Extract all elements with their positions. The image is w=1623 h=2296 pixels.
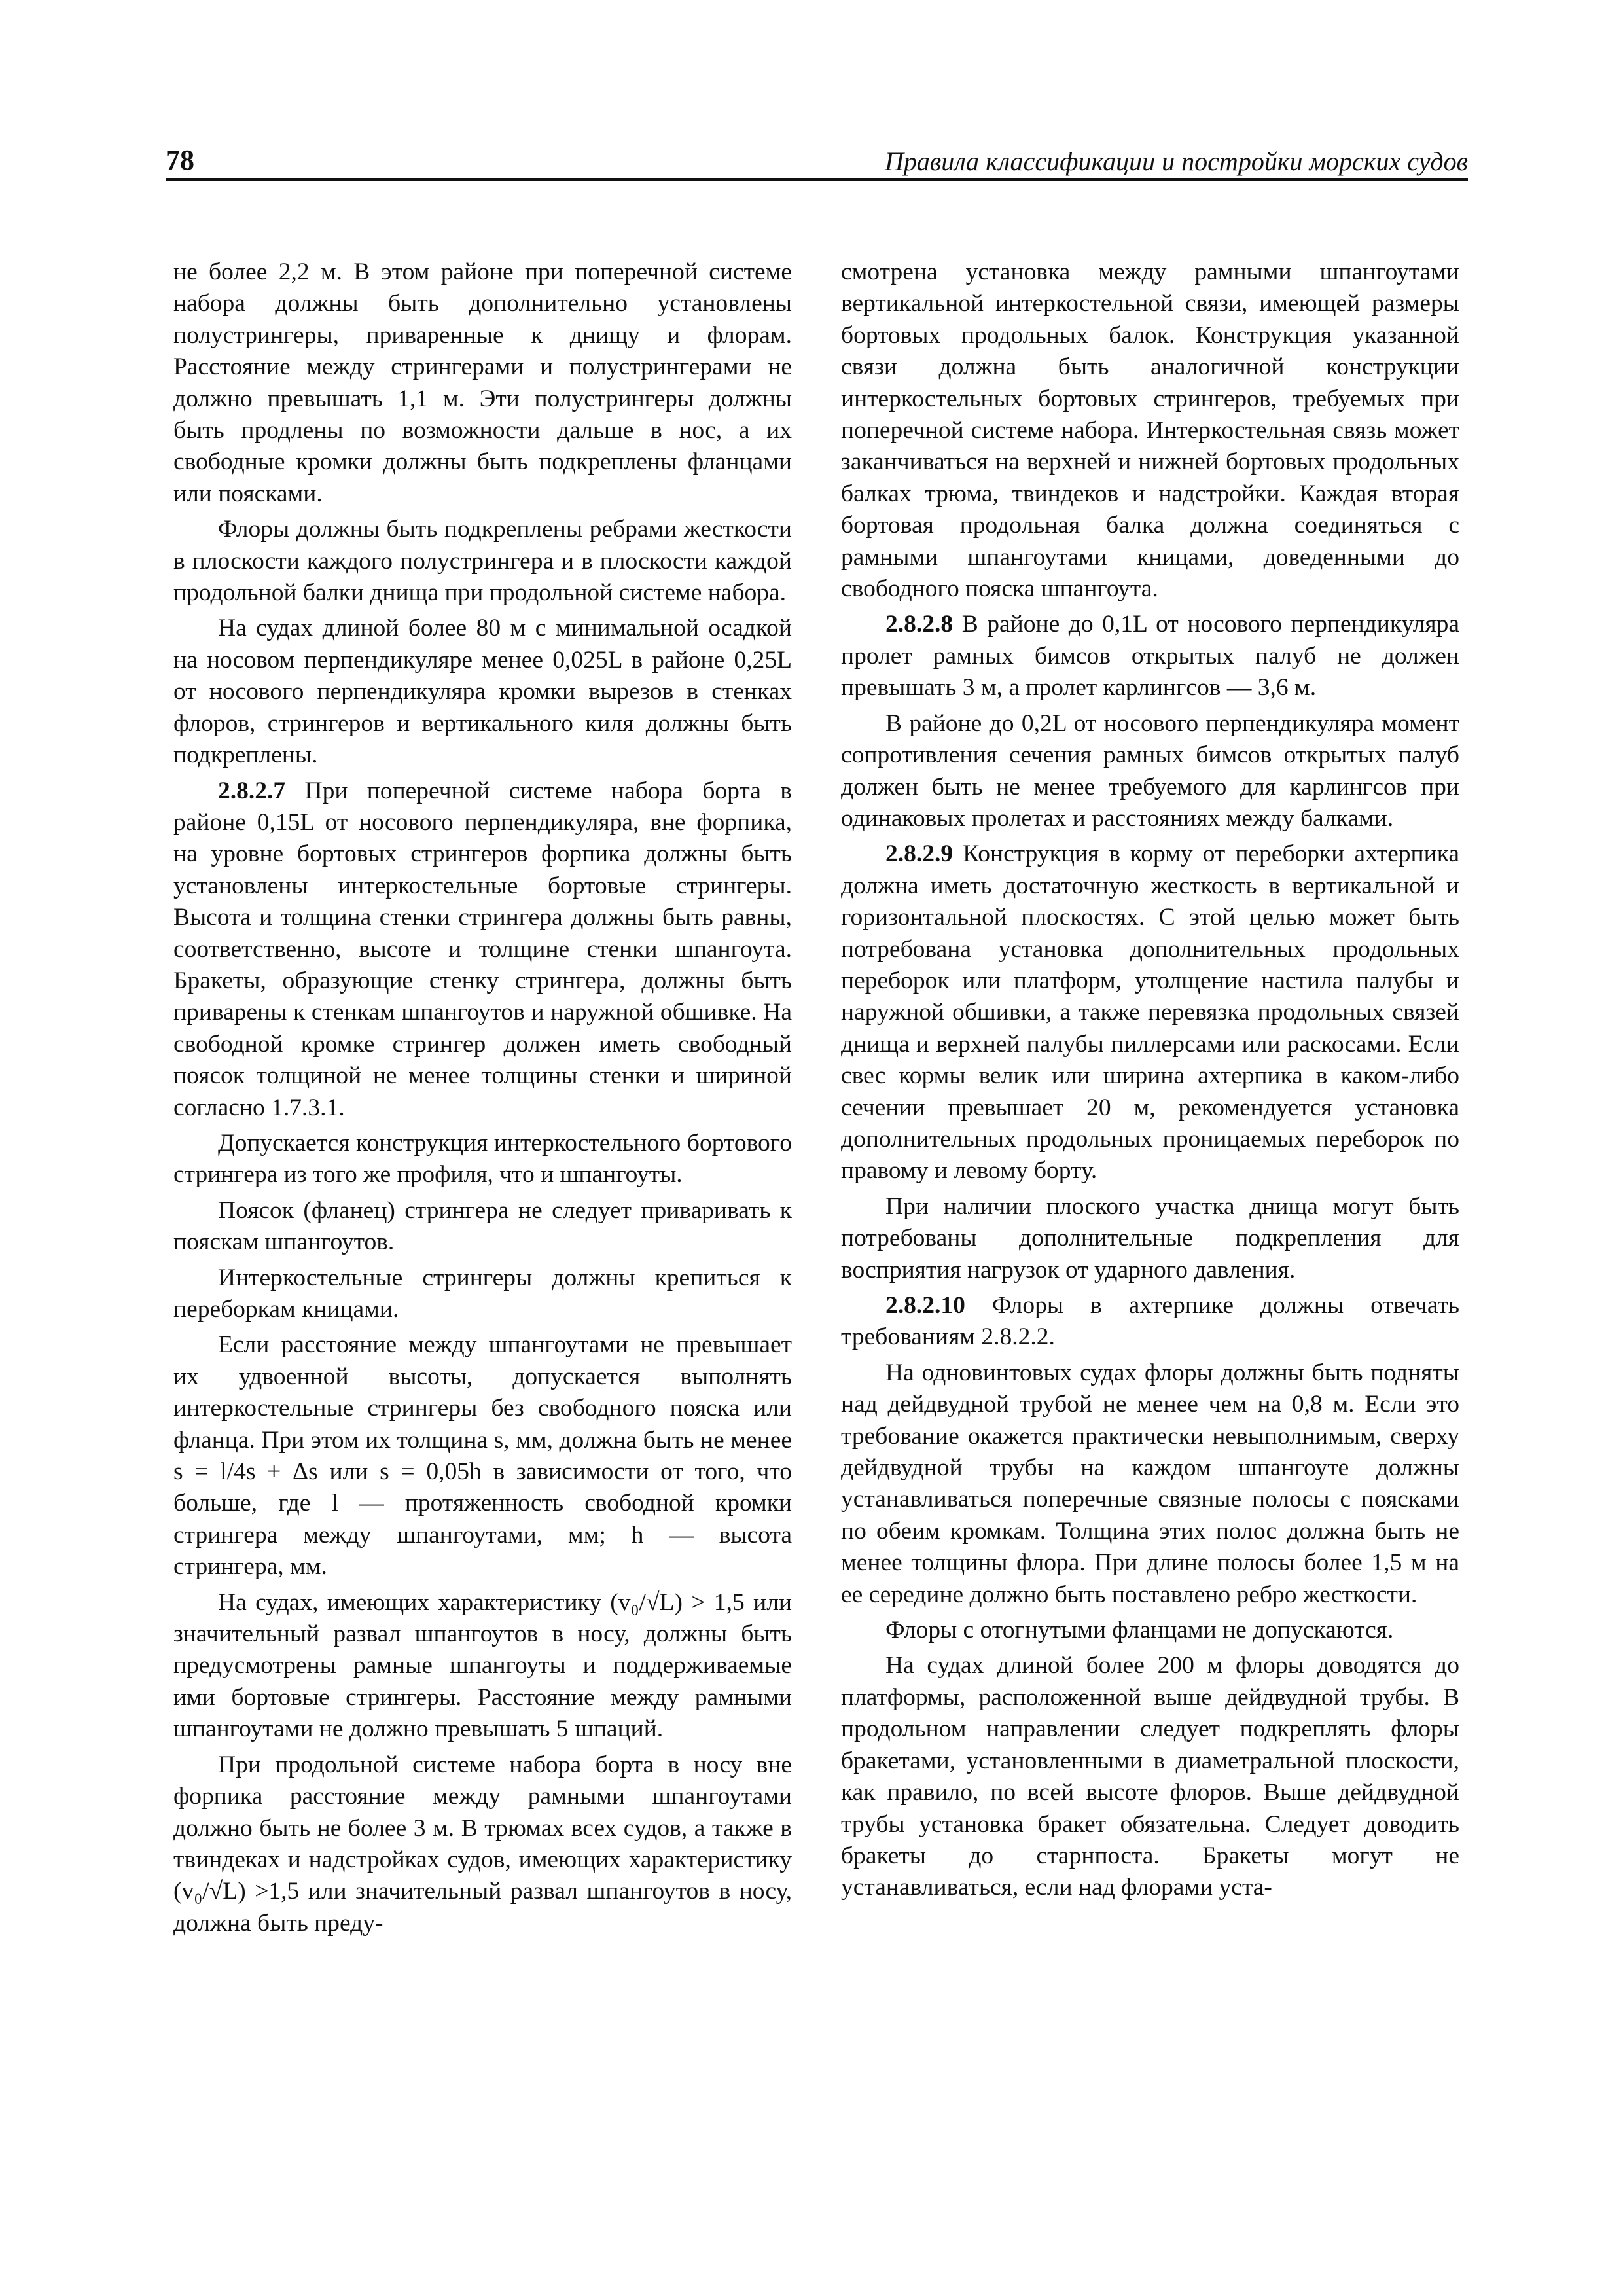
- paragraph: [841, 838, 1459, 1187]
- paragraph: смотрена установка между рамными шпангоутами вертикальной интеркостельной связи, имеющей размеры бортовых продольных балок. Конструкция указанной связи должна быть аналогичной конструкции интеркостельных бортовых стрингеров, требуемых при поперечной системе набора. Интеркостельная связь может заканчиваться на верхней и нижней бортовых продольных балках трюма, твиндеков и надстройки. Каждая вторая бортовая продольная балка должна соединяться с рамными шпангоутами кницами, доведенными до свободного пояска шпангоута.: [841, 259, 1459, 603]
- paragraph: В районе до 0,2L от носового перпендикуляра момент сопротивления сечения рамных бимсов открытых палуб должен быть не менее требуемого для карлингсов при одинаковых пролетах и расстояниях между балками.: [841, 709, 1459, 832]
- paragraph: не более 2,2 м. В этом районе при поперечной системе набора должны быть дополнительно установлены полустрингеры, приваренные к днищу и флорам. Расстояние между стрингерами и полустрингерами не должно превышать 1,1 м. Эти полустрингеры должны быть продлены по возможности дальше в нос, а их свободные кромки должны быть подкреплены фланцами или поясками.: [173, 259, 792, 507]
- paragraph-text: Конструкция в корму от переборки ахтерпика должна иметь достаточную жесткость в вертикальной и горизонтальной плоскостях. С этой целью может быть потребована установка дополнительных продольных переборок или платформ, утолщение настила палубы и наружной обшивки, а также перевязка продольных связей днища и верхней палубы пиллерсами или раскосами. Если свес кормы велик или ширина ахтерпика в каком-либо сечении превышает 20 м, рекомендуется установка дополнительных продольных проницаемых переборок по правому и левому борту.: [841, 840, 1459, 1185]
- section-number: 2.8.2.7: [218, 777, 286, 804]
- page-header: [166, 144, 1468, 181]
- paragraph: На судах, имеющих характеристику (v₀/√L) > 1,5 или значительный развал шпангоутов в носу, должны быть предусмотрены рамные шпангоуты и поддерживаемые ими бортовые стрингеры. Расстояние между рамными шпангоутами не должно превышать 5 шпаций.: [173, 1588, 792, 1743]
- paragraph: Поясок (фланец) стрингера не следует приваривать к пояскам шпангоутов.: [173, 1196, 792, 1256]
- paragraph: [841, 609, 1459, 704]
- paragraph: При наличии плоского участка днища могут быть потребованы дополнительные подкрепления для восприятия нагрузок от ударного давления.: [841, 1193, 1459, 1283]
- paragraph: [841, 1290, 1459, 1354]
- paragraph: Допускается конструкция интеркостельного бортового стрингера из того же профиля, что и шпангоуты.: [173, 1129, 792, 1189]
- paragraph: Интеркостельные стрингеры должны крепиться к переборкам кницами.: [173, 1264, 792, 1323]
- paragraph: При продольной системе набора борта в носу вне форпика расстояние между рамными шпангоутами должно быть не более 3 м. В трюмах всех судов, а также в твиндеках и надстройках судов, имеющих характеристику (v₀/√L) >1,5 или значительный развал шпангоутов в носу, должна быть преду-: [173, 1751, 792, 1937]
- paragraph: Флоры с отогнутыми фланцами не допускаются.: [885, 1617, 1394, 1644]
- section-number: 2.8.2.10: [885, 1292, 965, 1319]
- left-column: [173, 257, 792, 1943]
- paragraph: Если расстояние между шпангоутами не превышает их удвоенной высоты, допускается выполнять интеркостельные стрингеры без свободного пояска или фланца. При этом их толщина s, мм, должна быть не менее s = l/4s + Δs или s = 0,05h в зависимости от того, что больше, где l — протяженность свободной кромки стрингера между шпангоутами, мм; h — высота стрингера, мм.: [173, 1331, 792, 1581]
- page-number: 78: [166, 144, 194, 176]
- paragraph: На судах длиной более 200 м флоры доводятся до платформы, расположенной выше дейдвудной трубы. В продольном направлении следует подкреплять флоры бракетами, установленными в диаметральной плоскости, как правило, по всей высоте флоров. Выше дейдвудной трубы установка бракет обязательна. Следует доводить бракеты до старнпоста. Бракеты могут не устанавливаться, если над флорами уста-: [841, 1652, 1459, 1901]
- paragraph: [173, 776, 792, 1124]
- section-number: 2.8.2.8: [885, 611, 954, 638]
- section-number: 2.8.2.9: [885, 840, 954, 868]
- running-title: Правила классификации и постройки морских судов: [884, 147, 1468, 176]
- paragraph-text: В районе до 0,1L от носового перпендикуляра пролет рамных бимсов открытых палуб не должен превышать 3 м, а пролет карлингсов — 3,6 м.: [841, 611, 1460, 702]
- right-column: [841, 257, 1459, 1908]
- paragraph: На одновинтовых судах флоры должны быть подняты над дейдвудной трубой не менее чем на 0,8 м. Если это требование окажется практически невыполнимым, сверху дейдвудной трубы на каждом шпангоуте должны устанавливаться поперечные связные полосы с поясками по обеим кромкам. Толщина этих полос должна быть не менее толщины флора. При длине полосы более 1,5 м на ее середине должно быть поставлено ребро жесткости.: [841, 1359, 1459, 1608]
- paragraph-text: При поперечной системе набора борта в районе 0,15L от носового перпендикуляра, вне форпика, на уровне бортовых стрингеров форпика должны быть установлены интеркостельные бортовые стрингеры. Высота и толщина стенки стрингера должны быть равны, соответственно, высоте и толщине стенки шпангоута. Бракеты, образующие стенку стрингера, должны быть приварены к стенкам шпангоутов и наружной обшивке. На свободной кромке стрингер должен иметь свободный поясок толщиной не менее толщины стенки и шириной согласно 1.7.3.1.: [173, 777, 792, 1121]
- paragraph: Флоры должны быть подкреплены ребрами жесткости в плоскости каждого полустрингера и в плоскости каждой продольной балки днища при продольной системе набора.: [173, 516, 792, 607]
- header-rule: [166, 178, 1468, 181]
- paragraph-text: Флоры в ахтерпике должны отвечать требованиям 2.8.2.2.: [841, 1292, 1459, 1351]
- paragraph: На судах длиной более 80 м с минимальной осадкой на носовом перпендикуляре менее 0,025L в районе 0,25L от носового перпендикуляра кромки вырезов в стенках флоров, стрингеров и вертикального киля должны быть подкреплены.: [173, 615, 792, 769]
